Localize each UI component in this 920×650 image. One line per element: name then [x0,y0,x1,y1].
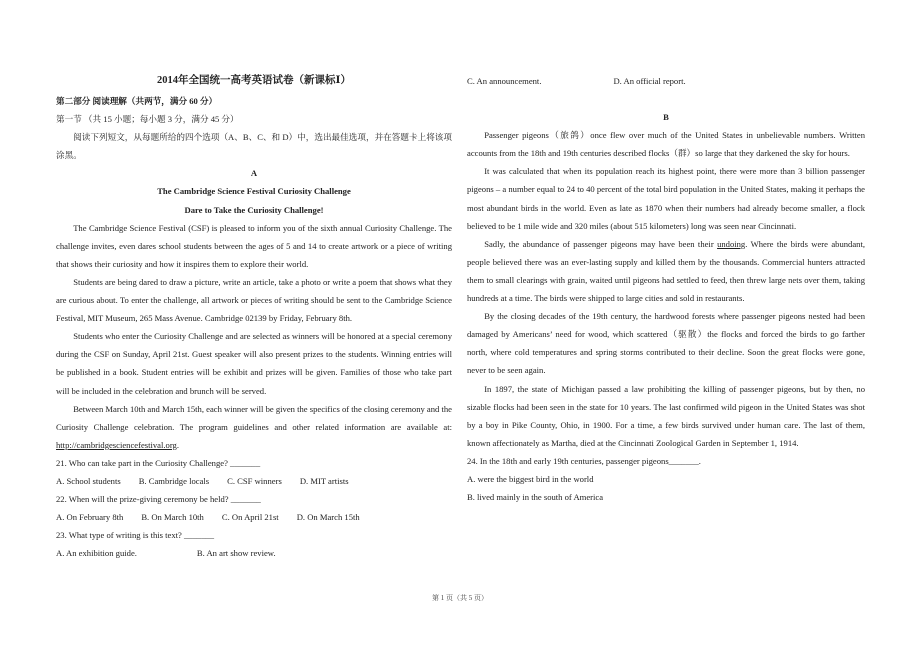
passage-a-paragraph: The Cambridge Science Festival (CSF) is pleased to inform you of the sixth annual Curiosity Challenge. The challenge invites, even dares school students between the ages of 5 and 14 to create artwork or a piece of writing that shows their curiosity and how it inspires them to explore their world. [56,222,452,269]
paragraph-text: Between March 10th and March 15th, each winner will be given the specifics of the closing ceremony and the Curiosity Challenge celebration. The program guidelines and other related information are available at: [56,403,452,432]
passage-a-paragraph: Students are being dared to draw a picture, write an article, take a photo or write a poem that shows what they are curious about. To enter the challenge, all artwork or pieces of writing should be sent to the Cambridge Science Festival, MIT Museum, 265 Mass Avenue. Cambridge 02139 by Friday, February 8th. [56,276,452,324]
passage-b-paragraph: Passenger pigeons（旅鸽）once flew over much of the United States in unbelievable numbers. Written accounts from the 18th and 19th centuries described flocks（群）so large that they darkened the sky for hours. [467,130,865,159]
question-22: 22. When will the prize-giving ceremony be held? _______ [56,494,261,505]
option: B. An art show review. [196,548,276,559]
passage-b-paragraph [467,235,865,307]
paragraph-text: . Where the birds were abundant, people believed there was an ever-lasting supply and killed them by the thousands. Commercial hunters attracted them to small clearings with grain, waited until pigeons had settled to feed, then threw large nets over them, taking hundreds at a time. The birds were shipped to large cities and sold in restaurants. [467,238,866,304]
question-21: 21. Who can take part in the Curiosity Challenge? _______ [56,457,261,468]
question-24: 24. In the 18th and early 19th centuries, passenger pigeons_______. [467,455,701,466]
option: A. On February 8th [56,512,124,523]
option: B. Cambridge locals [138,475,210,486]
question-24-option-a: A. were the biggest bird in the world [467,473,594,484]
passage-b-paragraph: In 1897, the state of Michigan passed a law prohibiting the killing of passenger pigeons, but by then, no sizable flocks had been seen in the state for 10 years. The last confirmed wild pigeon in the United States was shot by a boy in Pike County, Ohio, in 1900. For a time, a few birds survived under human care. The last of them, known affectionately as Martha, died at the Cincinnati Zoological Garden in September 1, 1914. [467,383,865,448]
option: C. An announcement. [467,76,542,86]
option: A. An exhibition guide. [56,548,137,559]
passage-b-paragraph: It was calculated that when its population reach its highest point, there were more than 3 billion passenger pigeons – a number equal to 24 to 40 percent of the total bird population in the United States, making it perhaps the most abundant birds in the world. Even as late as 1870 when their numbers had already become smaller, a flock believed to be 1 mile wide and 320 miles (about 515 kilometers) long was seen near Cincinnati. [467,166,865,231]
option: D. On March 15th [296,512,360,523]
option: D. An official report. [613,76,686,86]
option: D. MIT artists [299,475,349,486]
option: B. On March 10th [141,512,204,523]
passage-a-letter: A [250,168,258,179]
passage-a-subtitle: Dare to Take the Curiosity Challenge! [184,204,324,215]
instructions: 阅读下列短文，从每题所给的四个选项（A、B、C、和 D）中，选出最佳选项，并在答题卡上将该项涂黑。 [56,132,452,161]
question-21-options [56,472,452,490]
paragraph-text: Sadly, the abundance of passenger pigeons may have been their [484,238,718,249]
passage-b-letter: B [663,112,669,123]
festival-link[interactable]: http://cambridgesciencefestival.org [56,439,177,450]
passage-a-paragraph: Students who enter the Curiosity Challenge and are selected as winners will be honored at a special ceremony during the CSF on Sunday, April 21st. Guest speaker will also present prizes to the students. Winning entries will be published in a book. Student entries will be exhibit and prizes will be given. Families of those who take part will be included in the celebration and brunch will be served. [56,331,452,396]
option: A. School students [56,475,121,486]
question-23: 23. What type of writing is this text? _______ [56,530,215,541]
left-column [56,72,452,562]
underlined-word: undoing [717,238,746,249]
question-22-options [56,508,452,526]
right-column [467,72,865,506]
option: C. On April 21st [221,512,279,523]
paragraph-end: . [176,439,179,450]
section-heading: 第一节 （共 15 小题；每小题 3 分，满分 45 分） [56,114,239,125]
part-heading: 第二部分 阅读理解（共两节，满分 60 分） [56,96,218,106]
passage-a-paragraph [56,400,452,454]
option: C. CSF winners [227,475,282,486]
passage-b-paragraph: By the closing decades of the 19th century, the hardwood forests where passenger pigeons nested had been damaged by Americans’ need for wood, which scattered（驱散）the flocks and forced the birds to go farther north, where cold temperatures and spring storms contributed to their decline. Soon the great flocks were gone, never to be seen again. [467,311,865,376]
question-23-options-continued [467,72,865,90]
spacer [467,90,865,108]
page-footer: 第 1 页（共 5 页） [432,594,488,602]
passage-a-title: The Cambridge Science Festival Curiosity Challenge [157,186,351,197]
exam-title: 2014年全国统一高考英语试卷（新课标Ⅰ） [157,75,351,86]
question-23-options [56,544,452,562]
question-24-option-b: B. lived mainly in the south of America [467,492,604,503]
